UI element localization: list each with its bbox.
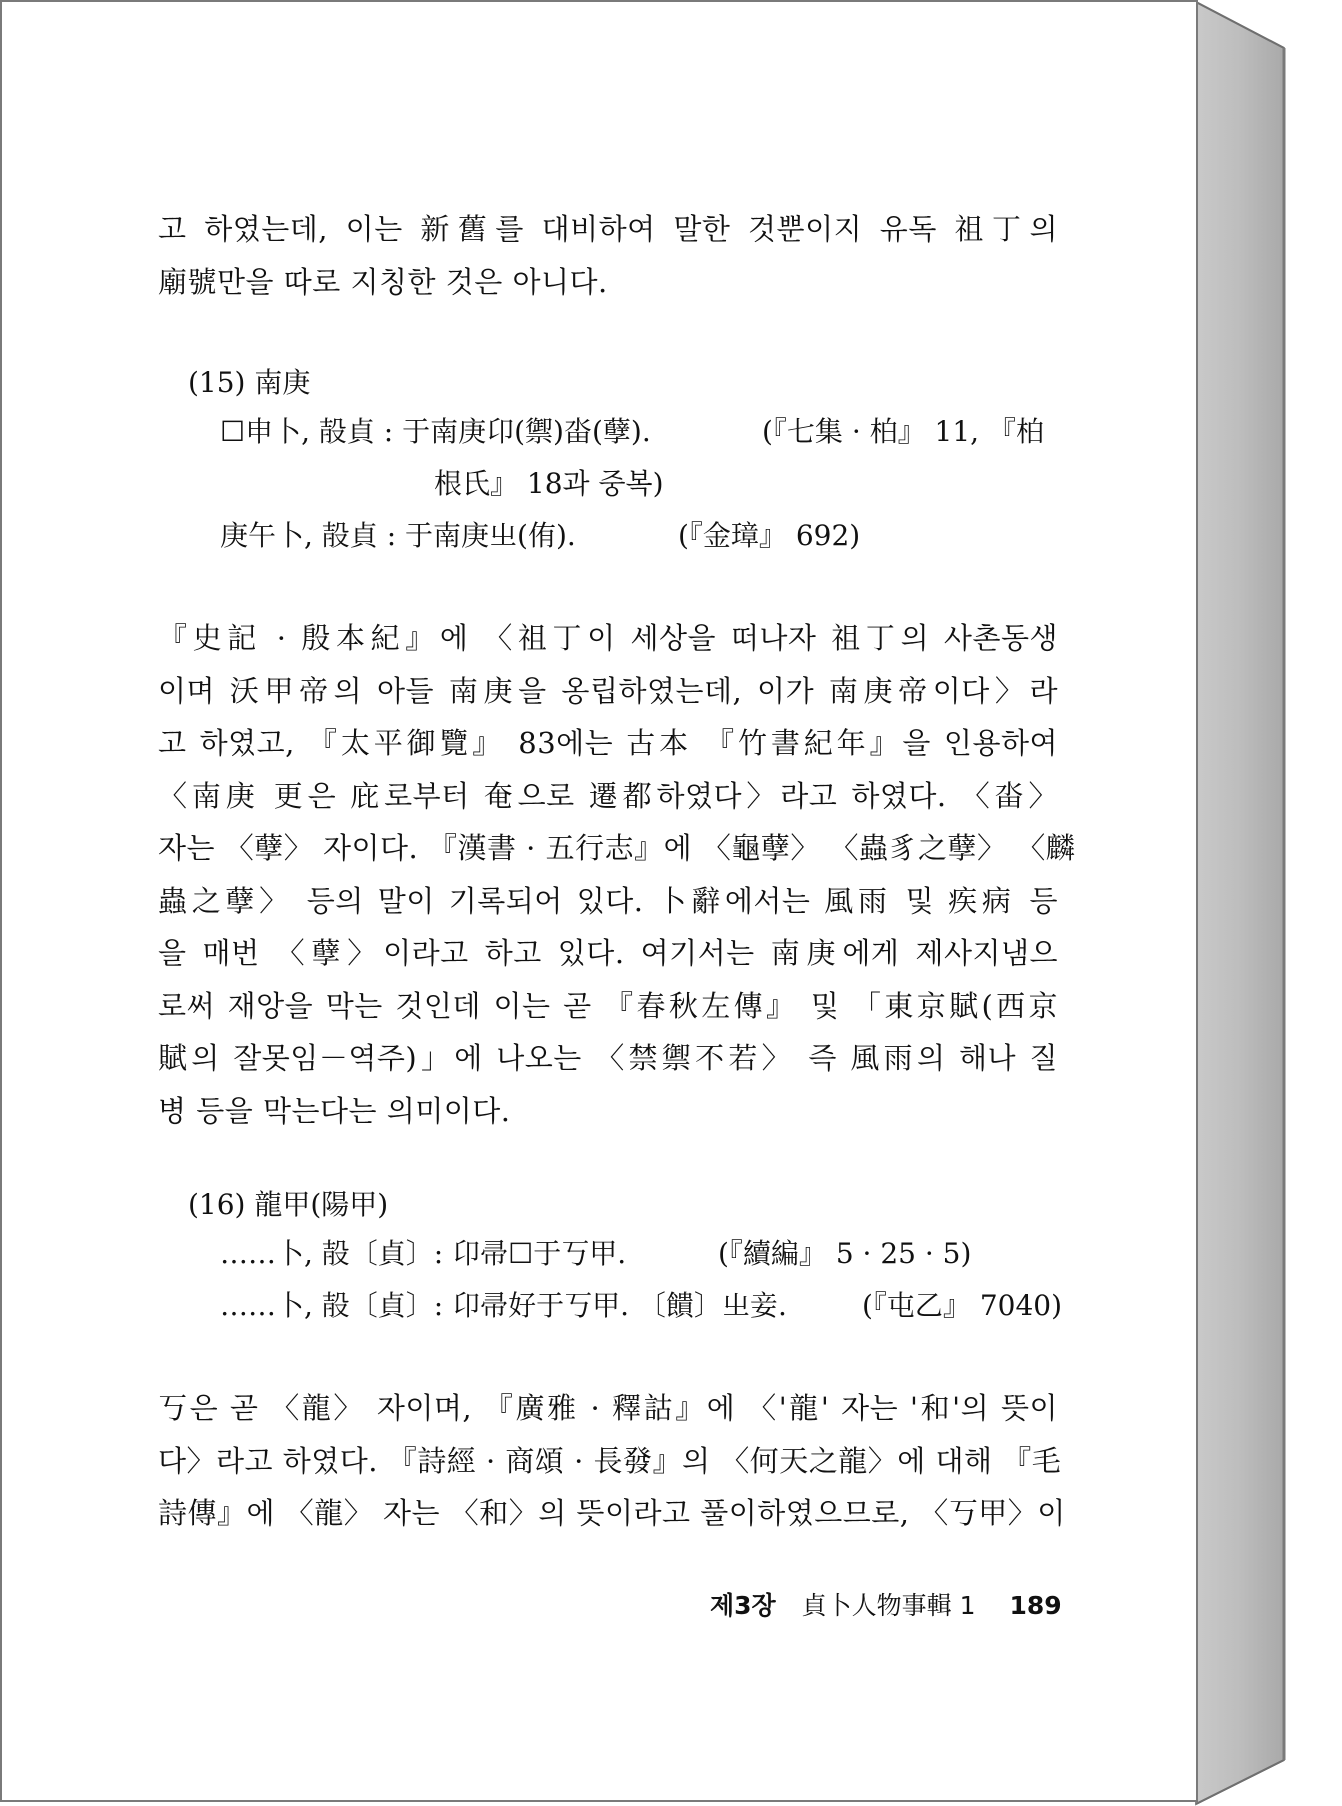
text-line: 고 하였고, 『太平御覽』 83에는 古本 『竹書紀年』을 인용하여 <box>158 726 1058 760</box>
footer-title: 貞卜人物事輯 1 <box>801 1591 976 1620</box>
footer-chapter: 제3장 <box>710 1591 776 1620</box>
inscription-source-text: (『續編』 5 · 25 · 5) <box>718 1237 972 1270</box>
text-line: 『史記 · 殷本紀』에 〈祖丁이 세상을 떠나자 祖丁의 사촌동생 <box>158 621 1058 655</box>
page-number: 189 <box>1009 1591 1062 1620</box>
book-side-top-edge <box>1196 2 1284 48</box>
book-side-bottom-edge <box>1196 1760 1284 1804</box>
text-line: 을 매번 〈孽〉이라고 하고 있다. 여기서는 南庚에게 제사지냄으 <box>158 936 1058 970</box>
text-line: 다〉라고 하였다. 『詩經 · 商頌 · 長發』의 〈何天之龍〉에 대해 『毛 <box>158 1443 1062 1478</box>
inscription-line <box>220 516 576 556</box>
inscription-text: ……卜, 㱿〔貞〕: 卬帚好于丂甲. 〔饋〕㞢妾. <box>220 1289 787 1322</box>
inscription-source <box>762 412 1044 452</box>
inscription-source-text: 根氏』 18과 중복) <box>434 467 664 500</box>
inscription-source-text: (『屯乙』 7040) <box>862 1289 1063 1322</box>
paragraph-commentary-15 <box>158 612 1076 1137</box>
text-line: 丂은 곧 〈龍〉 자이며, 『廣雅 · 釋詁』에 〈'龍' 자는 '和'의 뜻이 <box>158 1391 1058 1425</box>
text-line: 병 등을 막는다는 의미이다. <box>158 1093 511 1128</box>
paragraph-continuation <box>158 203 1058 308</box>
inscription-text: 庚午卜, 㱿貞 : 于南庚㞢(侑). <box>220 519 576 552</box>
section-heading-16: (16) 龍甲(陽甲) <box>188 1188 389 1221</box>
section-heading-15: (15) 南庚 <box>188 366 311 399</box>
text-line: 자는 〈孽〉 자이다. 『漢書 · 五行志』에 〈龜孽〉 〈蟲豸之孽〉 〈麟 <box>158 831 1076 865</box>
book-side <box>1196 2 1284 1804</box>
inscription-source-continued <box>434 464 664 504</box>
inscription-source-text: (『金璋』 692) <box>678 519 861 552</box>
inscription-source <box>718 1234 971 1274</box>
text-line: 〈南庚 更은 庇로부터 奄으로 遷都하였다〉라고 하였다. 〈畓〉 <box>158 778 1058 813</box>
text-line: 賦의 잘못임－역주)」에 나오는 〈禁禦不若〉 즉 風雨의 해나 질 <box>158 1041 1058 1075</box>
paragraph-commentary-16 <box>158 1382 1066 1540</box>
text-line: 廟號만을 따로 지칭한 것은 아니다. <box>158 264 608 299</box>
inscription-line <box>220 412 651 452</box>
text-line: 詩傳』에 〈龍〉 자는 〈和〉의 뜻이라고 풀이하였으므로, 〈丂甲〉이 <box>158 1496 1066 1530</box>
text-line: 고 하였는데, 이는 新舊를 대비하여 말한 것뿐이지 유독 祖丁의 <box>158 212 1058 246</box>
inscription-line <box>220 1234 626 1274</box>
text-line: 로써 재앙을 막는 것인데 이는 곧 『春秋左傳』 및 「東京賦(西京 <box>158 988 1058 1023</box>
page-footer <box>710 1589 1062 1623</box>
text-line: 이며 沃甲帝의 아들 南庚을 옹립하였는데, 이가 南庚帝이다〉라 <box>158 673 1058 708</box>
inscription-source <box>678 516 860 556</box>
inscription-source <box>862 1286 1062 1326</box>
inscription-line <box>220 1286 787 1326</box>
inscription-source-text: (『七集 · 柏』 11, 『柏 <box>762 415 1044 448</box>
inscription-text: ☐申卜, 㱿貞 : 于南庚卬(禦)畓(孽). <box>220 415 651 448</box>
inscription-text: ……卜, 㱿〔貞〕: 卬帚☐于丂甲. <box>220 1237 627 1270</box>
text-line: 蟲之孽〉 등의 말이 기록되어 있다. 卜辭에서는 風雨 및 疾病 등 <box>158 883 1058 918</box>
